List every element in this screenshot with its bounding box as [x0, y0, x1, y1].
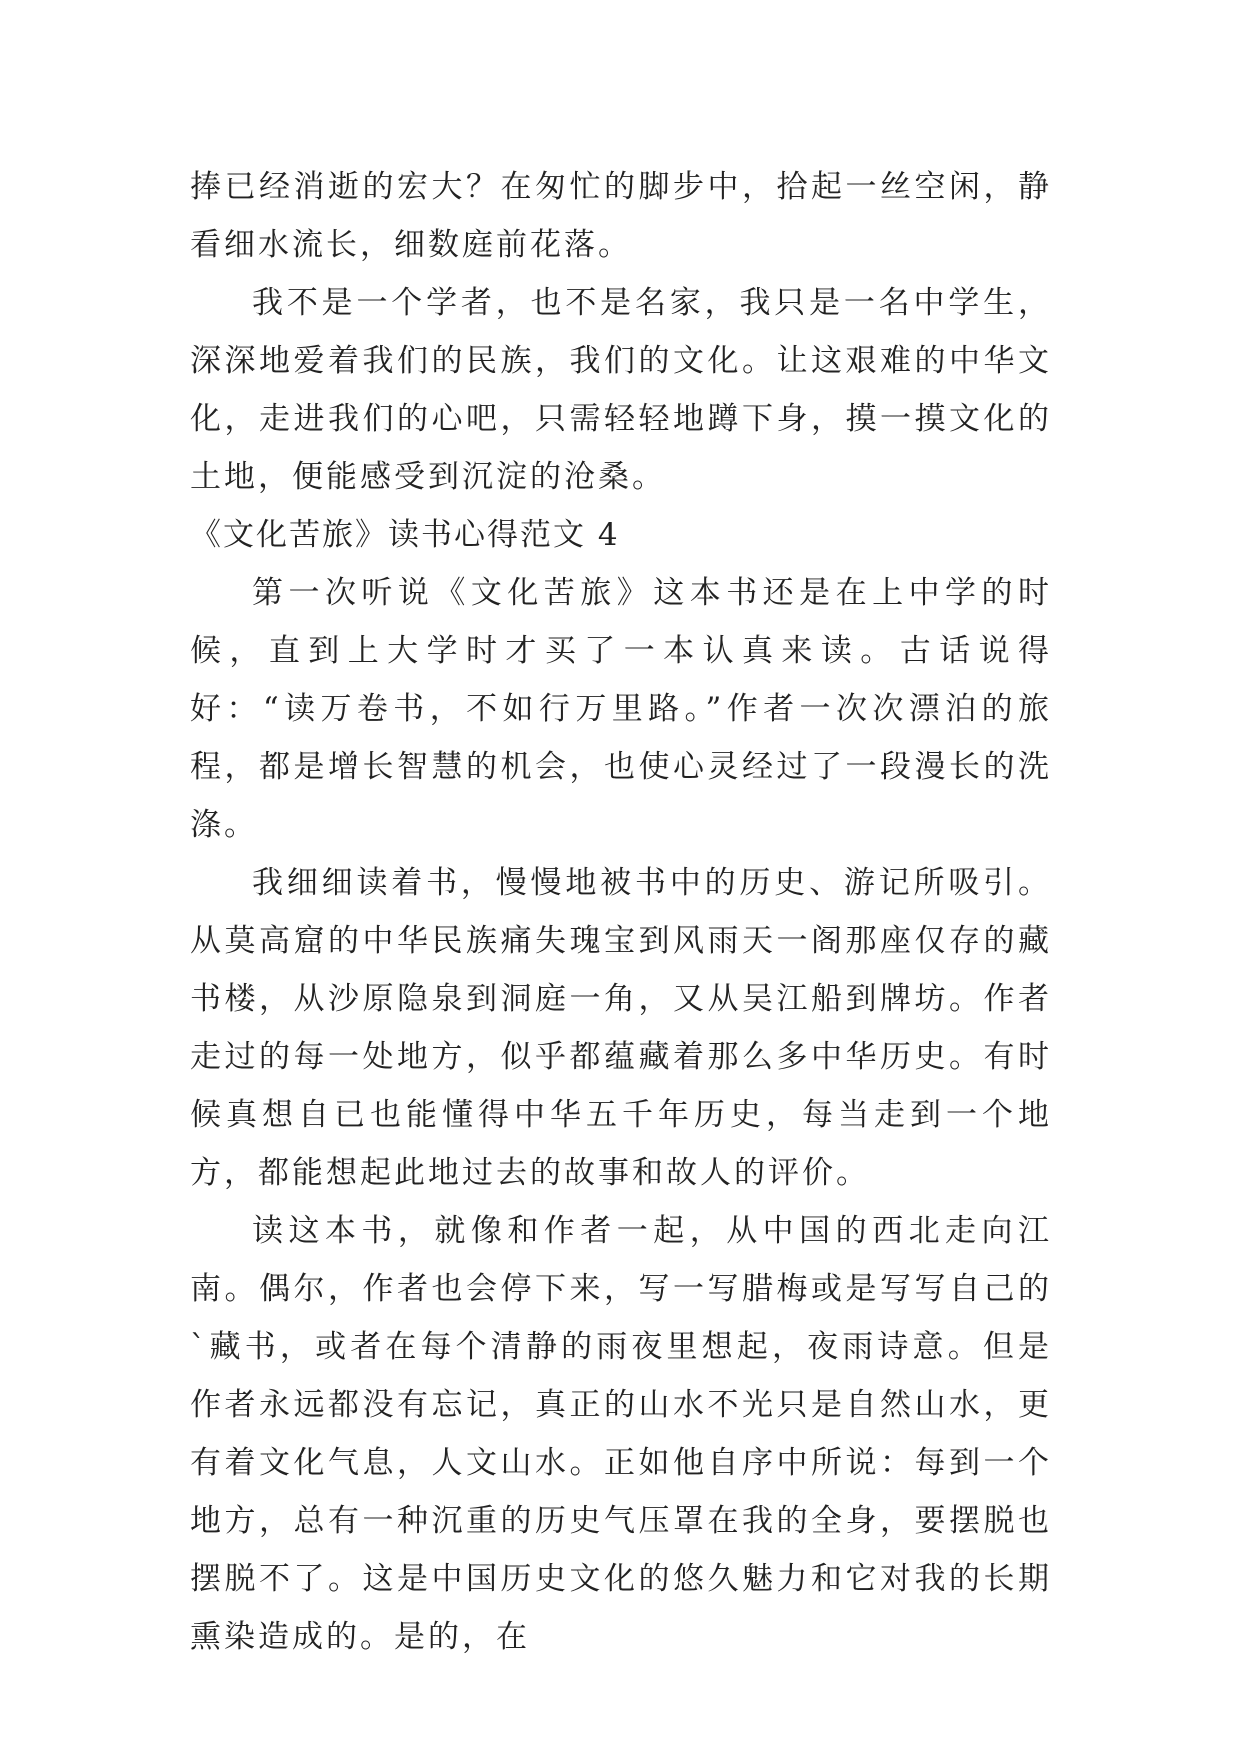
document-body — [190, 158, 1052, 1666]
paragraph: 第一次听说《文化苦旅》这本书还是在上中学的时候，直到上大学时才买了一本认真来读。古话说得好：“读万卷书，不如行万里路。”作者一次次漂泊的旅程，都是增长智慧的机会，也使心灵经过了一段漫长的洗涤。 — [190, 575, 1052, 843]
paragraph: 我不是一个学者，也不是名家，我只是一名中学生，深深地爱着我们的民族，我们的文化。让这艰难的中华文化，走进我们的心吧，只需轻轻地蹲下身，摸一摸文化的土地，便能感受到沉淀的沧桑。 — [190, 285, 1052, 495]
paragraph-continued: 捧已经消逝的宏大？在匆忙的脚步中，拾起一丝空闲，静看细水流长，细数庭前花落。 — [190, 169, 1052, 263]
section-heading: 《文化苦旅》读书心得范文 4 — [190, 517, 620, 553]
paragraph: 读这本书，就像和作者一起，从中国的西北走向江南。偶尔，作者也会停下来，写一写腊梅或是写写自己的`藏书，或者在每个清静的雨夜里想起，夜雨诗意。但是作者永远都没有忘记，真正的山水不光只是自然山水，更有着文化气息，人文山水。正如他自序中所说：每到一个地方，总有一种沉重的历史气压罩在我的全身，要摆脱也摆脱不了。这是中国历史文化的悠久魅力和它对我的长期熏染造成的。是的，在 — [190, 1213, 1052, 1655]
paragraph: 我细细读着书，慢慢地被书中的历史、游记所吸引。从莫高窟的中华民族痛失瑰宝到风雨天一阁那座仅存的藏书楼，从沙原隐泉到洞庭一角，又从吴江船到牌坊。作者走过的每一处地方，似乎都蕴藏着那么多中华历史。有时候真想自已也能懂得中华五千年历史，每当走到一个地方，都能想起此地过去的故事和故人的评价。 — [190, 865, 1052, 1191]
